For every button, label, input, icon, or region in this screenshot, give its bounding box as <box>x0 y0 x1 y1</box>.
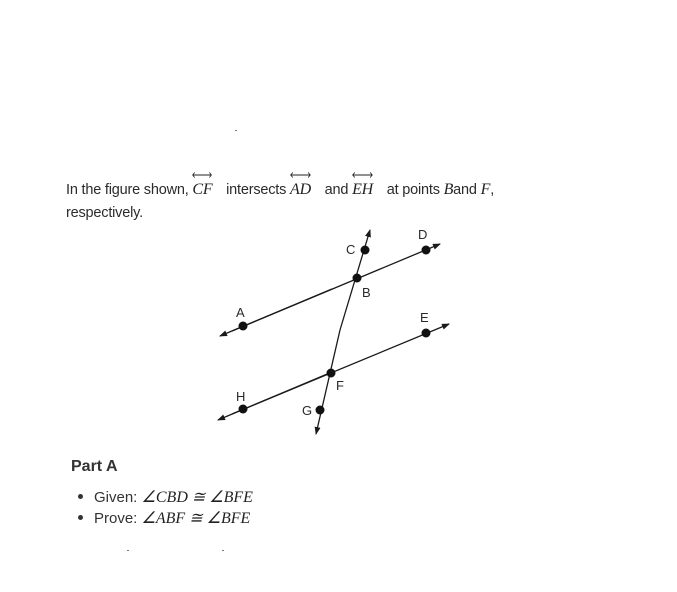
intro-text: and <box>324 182 349 198</box>
point-f-dot <box>327 369 336 378</box>
point-name: B <box>443 181 454 198</box>
point-e-dot <box>422 329 431 338</box>
point-g-dot <box>316 406 325 415</box>
line-name: EH <box>352 181 374 198</box>
line-name: AD <box>290 181 311 198</box>
point-h-dot <box>239 405 248 414</box>
prove-label: Prove: <box>94 510 138 527</box>
line-name: CF <box>192 181 213 198</box>
label-b: B <box>362 285 371 300</box>
intro-text: respectively. <box>66 205 143 221</box>
intro-text: intersects <box>226 182 287 198</box>
given-statement: ∠CBD ≅ ∠BFE <box>141 489 253 506</box>
point-b-dot <box>353 274 362 283</box>
given-label: Given: <box>94 489 138 506</box>
label-d: D <box>418 227 428 242</box>
point-c-dot <box>361 246 370 255</box>
label-h: H <box>236 389 246 404</box>
prove-statement: ∠ABF ≅ ∠BFE <box>141 510 251 527</box>
intro-text: In the figure shown, <box>66 182 189 198</box>
part-a-heading: Part A <box>71 458 118 475</box>
intro-text: , <box>490 182 495 198</box>
bullet-icon <box>78 494 83 499</box>
label-c: C <box>346 242 356 257</box>
given-item <box>78 487 253 508</box>
point-a-dot <box>239 322 248 331</box>
part-a-list <box>78 487 253 529</box>
label-a: A <box>236 305 245 320</box>
intro-text: at points <box>386 182 440 198</box>
prove-item <box>78 508 253 529</box>
point-d-dot <box>422 246 431 255</box>
label-g: G <box>302 403 313 418</box>
bullet-icon <box>78 515 83 520</box>
intro-text: and <box>453 182 477 198</box>
label-f: F <box>336 378 344 393</box>
point-name: F <box>480 181 491 198</box>
label-e: E <box>420 310 429 325</box>
